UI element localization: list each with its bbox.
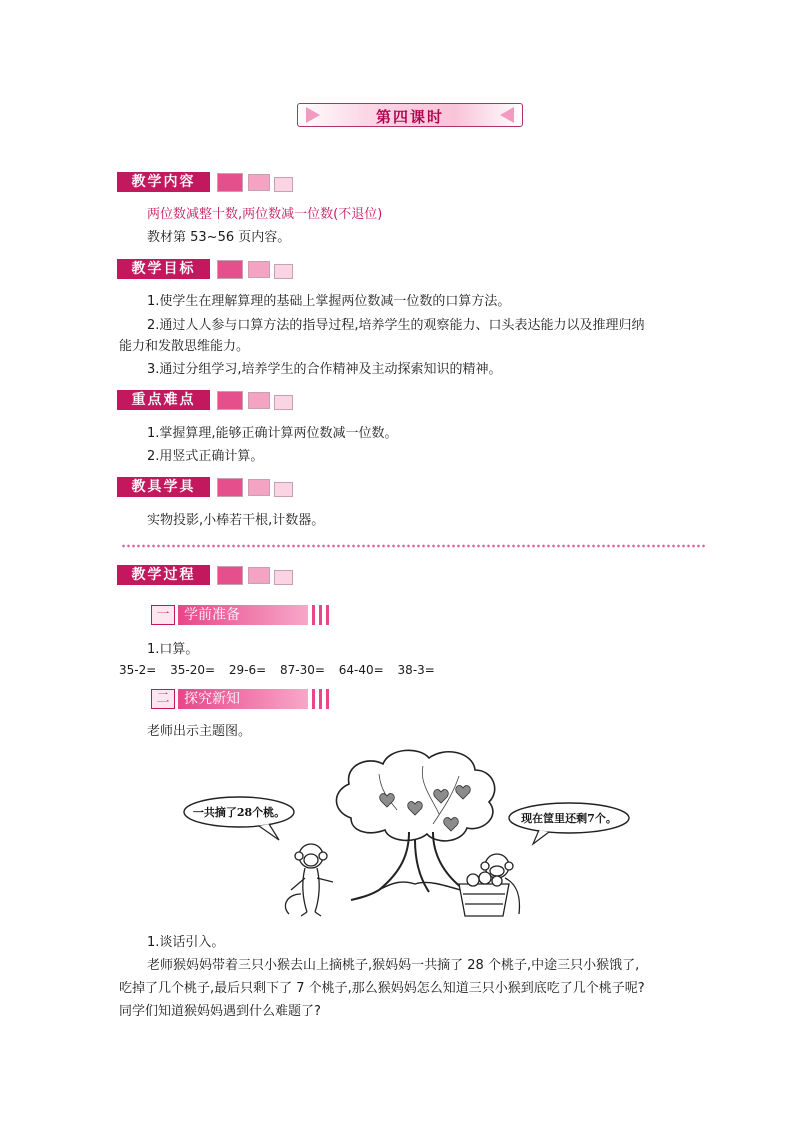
speech-bubble-right-text: 现在筐里还剩7个。 xyxy=(521,812,617,825)
exercise-row xyxy=(119,661,435,679)
story-paragraph-line: 老师猴妈妈带着三只小猴去山上摘桃子,猴妈妈一共摘了 28 个桃子,中途三只小猴饿了, xyxy=(147,958,640,973)
decorative-square xyxy=(274,395,293,410)
prep-item: 1.口算。 xyxy=(147,642,199,657)
decorative-bar xyxy=(326,689,329,709)
decorative-square xyxy=(248,479,270,496)
subsection-heading-explore xyxy=(151,689,332,709)
section-heading-label: 教学过程 xyxy=(117,565,210,585)
section-heading-label: 教学目标 xyxy=(117,259,210,279)
decorative-bar xyxy=(312,689,315,709)
story-paragraph-line: 同学们知道猴妈妈遇到什么难题了? xyxy=(119,1004,321,1019)
subsection-heading-prep xyxy=(151,605,332,625)
key-point-line: 1.掌握算理,能够正确计算两位数减一位数。 xyxy=(147,426,398,441)
star-divider xyxy=(121,542,706,550)
monkey-mother xyxy=(285,844,333,916)
exercise: 38-3= xyxy=(397,663,435,677)
decorative-bar xyxy=(326,605,329,625)
goal-line: 能力和发散思维能力。 xyxy=(119,339,250,354)
decorative-square xyxy=(217,391,243,410)
decorative-square xyxy=(248,174,270,191)
theme-illustration xyxy=(183,744,635,926)
decorative-bar xyxy=(312,605,315,625)
section-heading-label: 重点难点 xyxy=(117,390,210,410)
tree-canopy xyxy=(336,750,494,841)
section-heading-label: 教具学具 xyxy=(117,477,210,497)
decorative-square xyxy=(274,570,293,585)
exercise: 87-30= xyxy=(280,663,325,677)
decorative-square xyxy=(248,261,270,278)
decorative-square xyxy=(248,392,270,409)
subsection-title: 探究新知 xyxy=(178,689,308,709)
story-paragraph-line: 吃掉了几个桃子,最后只剩下了 7 个桃子,那么猴妈妈怎么知道三只小猴到底吃了几个桃子呢? xyxy=(119,981,645,996)
decorative-square xyxy=(217,260,243,279)
decorative-square xyxy=(217,478,243,497)
lesson-title: 第四课时 xyxy=(375,108,444,126)
content-pages: 教材第 53~56 页内容。 xyxy=(147,230,291,245)
subsection-number: 二 xyxy=(151,689,175,709)
decorative-bar xyxy=(319,605,322,625)
decorative-square xyxy=(217,173,243,192)
subsection-number: 一 xyxy=(151,605,175,625)
exercise: 29-6= xyxy=(228,663,267,677)
goal-line: 2.通过人人参与口算方法的指导过程,培养学生的观察能力、口头表达能力以及推理归纳 xyxy=(147,318,645,333)
decorative-square xyxy=(217,566,243,585)
key-point-line: 2.用竖式正确计算。 xyxy=(147,449,264,464)
goal-line: 3.通过分组学习,培养学生的合作精神及主动探索知识的精神。 xyxy=(147,362,502,377)
subsection-title: 学前准备 xyxy=(178,605,308,625)
goal-line: 1.使学生在理解算理的基础上掌握两位数减一位数的口算方法。 xyxy=(147,294,511,309)
decorative-square xyxy=(274,177,293,192)
explore-item: 1.谈话引入。 xyxy=(147,935,225,950)
exercise: 35-2= xyxy=(119,663,157,677)
speech-bubble-left-text: 一共摘了28个桃。 xyxy=(192,806,286,819)
banner-decoration-right xyxy=(500,107,514,123)
tools-line: 实物投影,小棒若干根,计数器。 xyxy=(147,513,325,528)
content-topic: 两位数减整十数,两位数减一位数(不退位) xyxy=(147,207,383,222)
decorative-square xyxy=(248,567,270,584)
basket xyxy=(459,872,509,916)
decorative-bar xyxy=(319,689,322,709)
section-heading-label: 教学内容 xyxy=(117,172,210,192)
exercise: 35-20= xyxy=(170,663,216,677)
lesson-title-banner xyxy=(297,103,523,127)
decorative-square xyxy=(274,482,293,497)
explore-intro: 老师出示主题图。 xyxy=(147,724,252,739)
exercise: 64-40= xyxy=(338,663,384,677)
decorative-square xyxy=(274,264,293,279)
